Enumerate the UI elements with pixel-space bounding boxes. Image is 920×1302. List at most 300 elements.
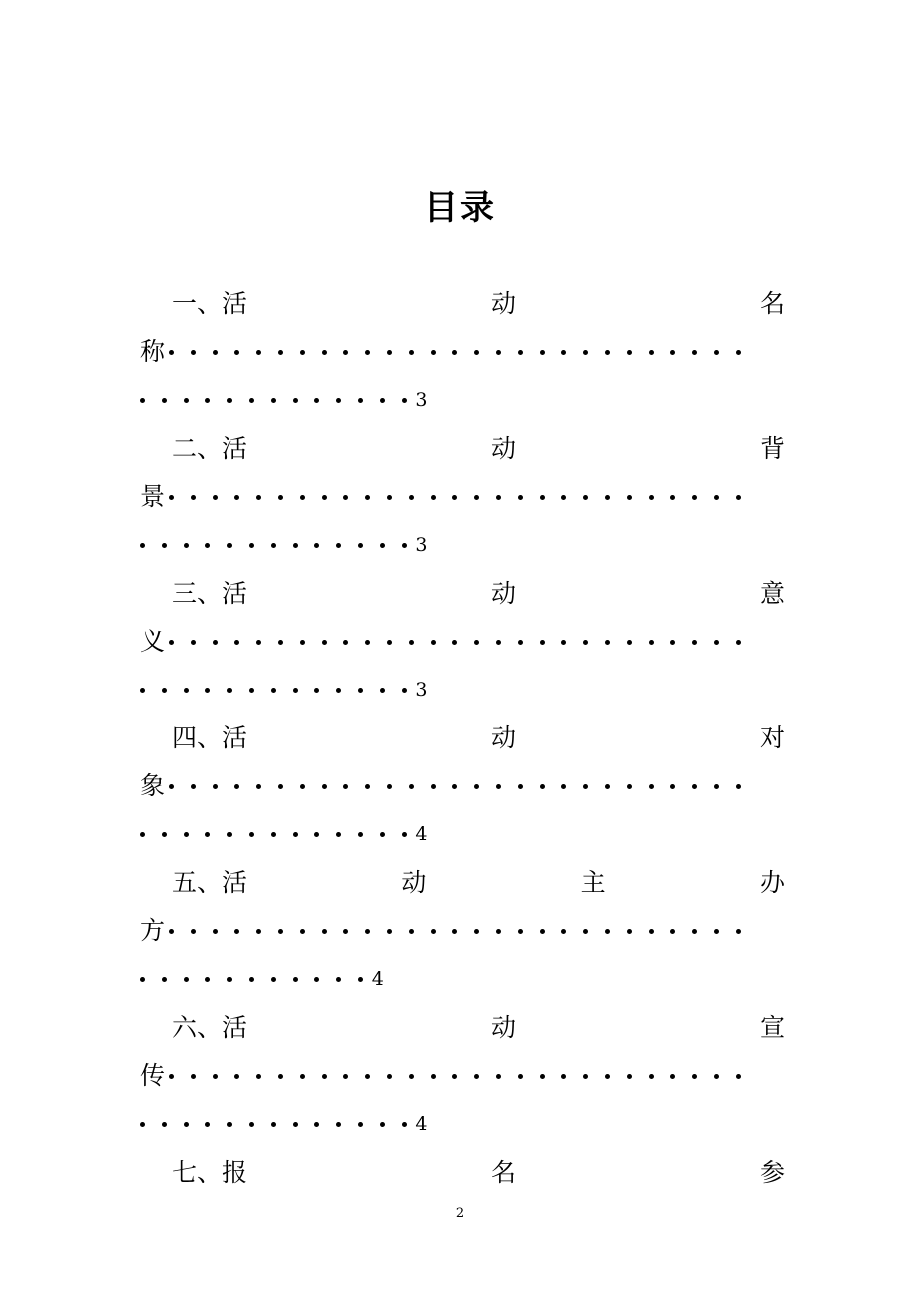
leader-dot: [583, 929, 588, 934]
leader-dot: [692, 640, 697, 645]
leader-dot: [540, 350, 545, 355]
leader-dots: [169, 640, 758, 645]
leader-dot: [670, 350, 675, 355]
leader-dot: [387, 495, 392, 500]
leader-dot: [314, 1122, 319, 1127]
leader-dot: [322, 495, 327, 500]
heading-part: 名: [759, 289, 785, 318]
leader-dot: [561, 784, 566, 789]
leader-dot: [605, 350, 610, 355]
leader-dot: [336, 398, 341, 403]
toc-entry-3-leader: [140, 624, 785, 660]
leader-dot: [714, 350, 719, 355]
toc-entry-4-page-line: [140, 816, 785, 852]
leader-dot: [358, 543, 363, 548]
leader-dot: [736, 350, 741, 355]
leader-dot: [583, 350, 588, 355]
leader-dot: [278, 784, 283, 789]
leader-dot: [234, 350, 239, 355]
page-number: 2: [455, 1206, 465, 1221]
leader-dot: [380, 832, 385, 837]
leader-dot: [293, 398, 298, 403]
leader-dot: [162, 688, 167, 693]
leader-dot: [271, 688, 276, 693]
leader-dot: [256, 1074, 261, 1079]
toc-entry-3-page-line: [140, 672, 785, 708]
leader-dot: [213, 640, 218, 645]
heading-tail: 方: [140, 916, 166, 945]
leader-dot: [670, 929, 675, 934]
leader-dot: [213, 350, 218, 355]
leader-dot: [140, 832, 145, 837]
leader-dot: [736, 784, 741, 789]
leader-dot: [431, 640, 436, 645]
leader-dot: [714, 495, 719, 500]
leader-dot: [518, 929, 523, 934]
leader-dot: [184, 977, 189, 982]
leader-dot: [736, 640, 741, 645]
leader-dot: [191, 350, 196, 355]
leader-dot: [627, 640, 632, 645]
leader-dot: [293, 688, 298, 693]
leader-dot: [561, 640, 566, 645]
page-ref[interactable]: 4: [371, 968, 384, 990]
leader-dot: [358, 832, 363, 837]
leader-dot: [140, 543, 145, 548]
toc-entry-1-page-line: [140, 382, 785, 418]
leader-dot: [191, 640, 196, 645]
leader-dot: [692, 1074, 697, 1079]
leader-dot: [343, 1074, 348, 1079]
heading-part: 动: [490, 434, 516, 463]
leader-dot: [293, 543, 298, 548]
leader-dot: [322, 929, 327, 934]
leader-dot: [540, 640, 545, 645]
page-ref[interactable]: 3: [415, 389, 428, 411]
leader-dot: [649, 495, 654, 500]
leader-dot: [736, 495, 741, 500]
leader-dot: [234, 640, 239, 645]
leader-dot: [540, 495, 545, 500]
leader-dot: [452, 350, 457, 355]
leader-dot: [184, 688, 189, 693]
leader-dot: [649, 929, 654, 934]
leader-dots: [169, 929, 758, 934]
leader-dot: [205, 832, 210, 837]
leader-dot: [365, 640, 370, 645]
leader-dot: [627, 495, 632, 500]
leader-dot: [540, 1074, 545, 1079]
leader-dot: [234, 495, 239, 500]
leader-dot: [358, 398, 363, 403]
leader-dot: [670, 1074, 675, 1079]
leader-dot: [343, 929, 348, 934]
leader-dot: [227, 688, 232, 693]
leader-dot: [169, 495, 174, 500]
leader-dot: [169, 784, 174, 789]
leader-dots: [169, 784, 758, 789]
leader-dot: [278, 929, 283, 934]
leader-dot: [496, 784, 501, 789]
toc-entry-4-heading: [172, 720, 785, 756]
leader-dot: [380, 688, 385, 693]
leader-dot: [205, 398, 210, 403]
leader-dot: [518, 350, 523, 355]
leader-dot: [409, 1074, 414, 1079]
leader-dot: [213, 929, 218, 934]
leader-dot: [162, 1122, 167, 1127]
leader-dot: [402, 543, 407, 548]
leader-dot: [496, 1074, 501, 1079]
leader-dot: [431, 784, 436, 789]
leader-dot: [402, 398, 407, 403]
leader-dot: [343, 640, 348, 645]
leader-dot: [692, 495, 697, 500]
heading-tail: 称: [140, 337, 166, 366]
leader-dot: [191, 495, 196, 500]
leader-dot: [234, 1074, 239, 1079]
leader-dot: [474, 640, 479, 645]
leader-dot: [322, 784, 327, 789]
page-ref[interactable]: 4: [415, 823, 428, 845]
leader-dot: [169, 350, 174, 355]
toc-entry-5-page-line: [140, 961, 785, 997]
leader-dot: [271, 1122, 276, 1127]
leader-dot: [365, 495, 370, 500]
leader-dot: [670, 640, 675, 645]
leader-dot: [365, 929, 370, 934]
leader-dot: [336, 977, 341, 982]
heading-part: 三、活: [172, 579, 248, 608]
toc-entry-2-page-line: [140, 527, 785, 563]
leader-dot: [380, 1122, 385, 1127]
leader-dot: [387, 640, 392, 645]
leader-dot: [140, 688, 145, 693]
leader-dot: [518, 640, 523, 645]
leader-dot: [140, 1122, 145, 1127]
leader-dot: [670, 784, 675, 789]
leader-dots: [140, 543, 423, 548]
leader-dot: [627, 929, 632, 934]
leader-dot: [278, 1074, 283, 1079]
leader-dots: [169, 495, 758, 500]
leader-dot: [278, 495, 283, 500]
leader-dot: [205, 688, 210, 693]
leader-dot: [249, 1122, 254, 1127]
leader-dot: [431, 929, 436, 934]
heading-part: 二、活: [172, 434, 248, 463]
leader-dot: [256, 640, 261, 645]
leader-dots: [140, 977, 380, 982]
toc-entry-5-leader: [140, 913, 785, 949]
leader-dot: [496, 640, 501, 645]
leader-dot: [191, 784, 196, 789]
leader-dot: [649, 640, 654, 645]
leader-dot: [227, 1122, 232, 1127]
leader-dot: [540, 929, 545, 934]
leader-dot: [365, 1074, 370, 1079]
leader-dot: [365, 350, 370, 355]
heading-part: 办: [759, 868, 785, 897]
leader-dot: [561, 350, 566, 355]
heading-part: 动: [490, 289, 516, 318]
leader-dot: [314, 398, 319, 403]
leader-dot: [605, 929, 610, 934]
leader-dot: [431, 495, 436, 500]
leader-dot: [496, 350, 501, 355]
leader-dot: [213, 1074, 218, 1079]
leader-dot: [249, 398, 254, 403]
leader-dots: [169, 350, 758, 355]
leader-dot: [140, 977, 145, 982]
leader-dot: [184, 1122, 189, 1127]
leader-dot: [402, 832, 407, 837]
heading-part: 名: [490, 1158, 516, 1187]
heading-part: 四、活: [172, 723, 248, 752]
leader-dot: [583, 784, 588, 789]
leader-dot: [670, 495, 675, 500]
heading-part: 参: [759, 1158, 785, 1187]
leader-dot: [714, 929, 719, 934]
heading-part: 对: [759, 723, 785, 752]
leader-dot: [300, 929, 305, 934]
leader-dot: [540, 784, 545, 789]
leader-dot: [496, 929, 501, 934]
heading-part: 五、活: [172, 868, 248, 897]
leader-dot: [184, 832, 189, 837]
leader-dot: [561, 929, 566, 934]
leader-dot: [518, 1074, 523, 1079]
leader-dot: [256, 929, 261, 934]
toc-entry-2-leader: [140, 479, 785, 515]
leader-dot: [605, 1074, 610, 1079]
leader-dot: [300, 1074, 305, 1079]
leader-dot: [322, 640, 327, 645]
leader-dot: [227, 398, 232, 403]
leader-dot: [336, 543, 341, 548]
leader-dot: [474, 784, 479, 789]
leader-dot: [300, 784, 305, 789]
leader-dot: [409, 640, 414, 645]
leader-dot: [736, 929, 741, 934]
leader-dots: [140, 688, 423, 693]
leader-dot: [271, 977, 276, 982]
toc-entry-2-heading: [172, 431, 785, 467]
page-ref[interactable]: 4: [415, 1113, 428, 1135]
leader-dot: [314, 543, 319, 548]
leader-dot: [162, 543, 167, 548]
leader-dot: [714, 640, 719, 645]
leader-dot: [293, 1122, 298, 1127]
leader-dot: [452, 784, 457, 789]
leader-dot: [322, 1074, 327, 1079]
heading-part: 主: [580, 868, 606, 897]
heading-part: 动: [490, 579, 516, 608]
toc-entry-5-heading: [172, 865, 785, 901]
leader-dot: [452, 495, 457, 500]
heading-part: 六、活: [172, 1013, 248, 1042]
leader-dot: [234, 929, 239, 934]
leader-dot: [692, 929, 697, 934]
leader-dot: [387, 1074, 392, 1079]
leader-dot: [714, 784, 719, 789]
heading-part: 动: [401, 868, 427, 897]
leader-dot: [431, 1074, 436, 1079]
leader-dot: [293, 977, 298, 982]
leader-dot: [518, 495, 523, 500]
leader-dot: [249, 977, 254, 982]
leader-dot: [605, 640, 610, 645]
leader-dot: [496, 495, 501, 500]
leader-dot: [249, 543, 254, 548]
leader-dot: [627, 350, 632, 355]
leader-dot: [227, 543, 232, 548]
leader-dot: [234, 784, 239, 789]
leader-dot: [358, 1122, 363, 1127]
leader-dot: [387, 350, 392, 355]
leader-dot: [605, 784, 610, 789]
leader-dot: [474, 929, 479, 934]
toc-entry-3-heading: [172, 576, 785, 612]
leader-dot: [300, 350, 305, 355]
leader-dot: [205, 977, 210, 982]
heading-part: 意: [759, 579, 785, 608]
heading-tail: 义: [140, 627, 166, 656]
leader-dot: [213, 784, 218, 789]
leader-dot: [343, 495, 348, 500]
leader-dot: [358, 977, 363, 982]
heading-tail: 传: [140, 1061, 166, 1090]
toc-entry-6-leader: [140, 1058, 785, 1094]
leader-dot: [380, 543, 385, 548]
leader-dot: [213, 495, 218, 500]
leader-dot: [169, 640, 174, 645]
leader-dot: [336, 832, 341, 837]
leader-dot: [649, 1074, 654, 1079]
heading-part: 动: [490, 723, 516, 752]
heading-tail: 景: [140, 482, 166, 511]
toc-entry-1-leader: [140, 334, 785, 370]
leader-dot: [227, 977, 232, 982]
leader-dot: [162, 977, 167, 982]
leader-dots: [140, 1122, 423, 1127]
leader-dot: [365, 784, 370, 789]
page-title: 目录: [424, 188, 496, 228]
leader-dot: [205, 1122, 210, 1127]
leader-dot: [343, 784, 348, 789]
leader-dot: [402, 1122, 407, 1127]
leader-dot: [452, 929, 457, 934]
leader-dots: [140, 832, 423, 837]
leader-dot: [561, 495, 566, 500]
leader-dot: [627, 1074, 632, 1079]
leader-dot: [278, 640, 283, 645]
leader-dot: [692, 784, 697, 789]
leader-dot: [169, 929, 174, 934]
leader-dot: [452, 1074, 457, 1079]
leader-dot: [627, 784, 632, 789]
leader-dot: [184, 543, 189, 548]
leader-dot: [452, 640, 457, 645]
leader-dot: [169, 1074, 174, 1079]
leader-dot: [191, 929, 196, 934]
leader-dots: [140, 398, 423, 403]
page-ref[interactable]: 3: [415, 534, 428, 556]
leader-dot: [387, 784, 392, 789]
leader-dot: [409, 784, 414, 789]
leader-dot: [256, 784, 261, 789]
leader-dot: [300, 640, 305, 645]
heading-part: 宣: [759, 1013, 785, 1042]
toc-entry-6-heading: [172, 1010, 785, 1046]
leader-dot: [271, 543, 276, 548]
leader-dot: [692, 350, 697, 355]
leader-dot: [322, 350, 327, 355]
leader-dot: [271, 832, 276, 837]
leader-dot: [336, 1122, 341, 1127]
leader-dot: [300, 495, 305, 500]
leader-dot: [256, 350, 261, 355]
toc-entry-4-leader: [140, 768, 785, 804]
leader-dot: [314, 977, 319, 982]
leader-dot: [409, 350, 414, 355]
leader-dot: [358, 688, 363, 693]
toc-entry-7-heading: [172, 1155, 785, 1191]
leader-dot: [583, 495, 588, 500]
leader-dot: [474, 350, 479, 355]
leader-dot: [387, 929, 392, 934]
leader-dot: [583, 640, 588, 645]
heading-part: 一、活: [172, 289, 248, 318]
leader-dot: [474, 495, 479, 500]
leader-dot: [249, 688, 254, 693]
leader-dot: [256, 495, 261, 500]
leader-dot: [431, 350, 436, 355]
leader-dot: [518, 784, 523, 789]
heading-part: 动: [490, 1013, 516, 1042]
toc-entry-6-page-line: [140, 1106, 785, 1142]
leader-dot: [409, 929, 414, 934]
leader-dot: [474, 1074, 479, 1079]
heading-part: 七、报: [172, 1158, 248, 1187]
heading-part: 背: [759, 434, 785, 463]
leader-dot: [249, 832, 254, 837]
leader-dot: [402, 688, 407, 693]
leader-dot: [140, 398, 145, 403]
page-ref[interactable]: 3: [415, 679, 428, 701]
leader-dot: [227, 832, 232, 837]
leader-dot: [409, 495, 414, 500]
leader-dot: [561, 1074, 566, 1079]
leader-dot: [191, 1074, 196, 1079]
leader-dot: [314, 688, 319, 693]
leader-dot: [162, 398, 167, 403]
leader-dot: [649, 350, 654, 355]
leader-dot: [336, 688, 341, 693]
leader-dot: [162, 832, 167, 837]
leader-dot: [205, 543, 210, 548]
leader-dot: [649, 784, 654, 789]
leader-dot: [583, 1074, 588, 1079]
leader-dot: [343, 350, 348, 355]
leader-dot: [293, 832, 298, 837]
leader-dot: [271, 398, 276, 403]
leader-dot: [714, 1074, 719, 1079]
leader-dot: [380, 398, 385, 403]
heading-tail: 象: [140, 771, 166, 800]
leader-dot: [314, 832, 319, 837]
toc-entry-1-heading: [172, 286, 785, 322]
